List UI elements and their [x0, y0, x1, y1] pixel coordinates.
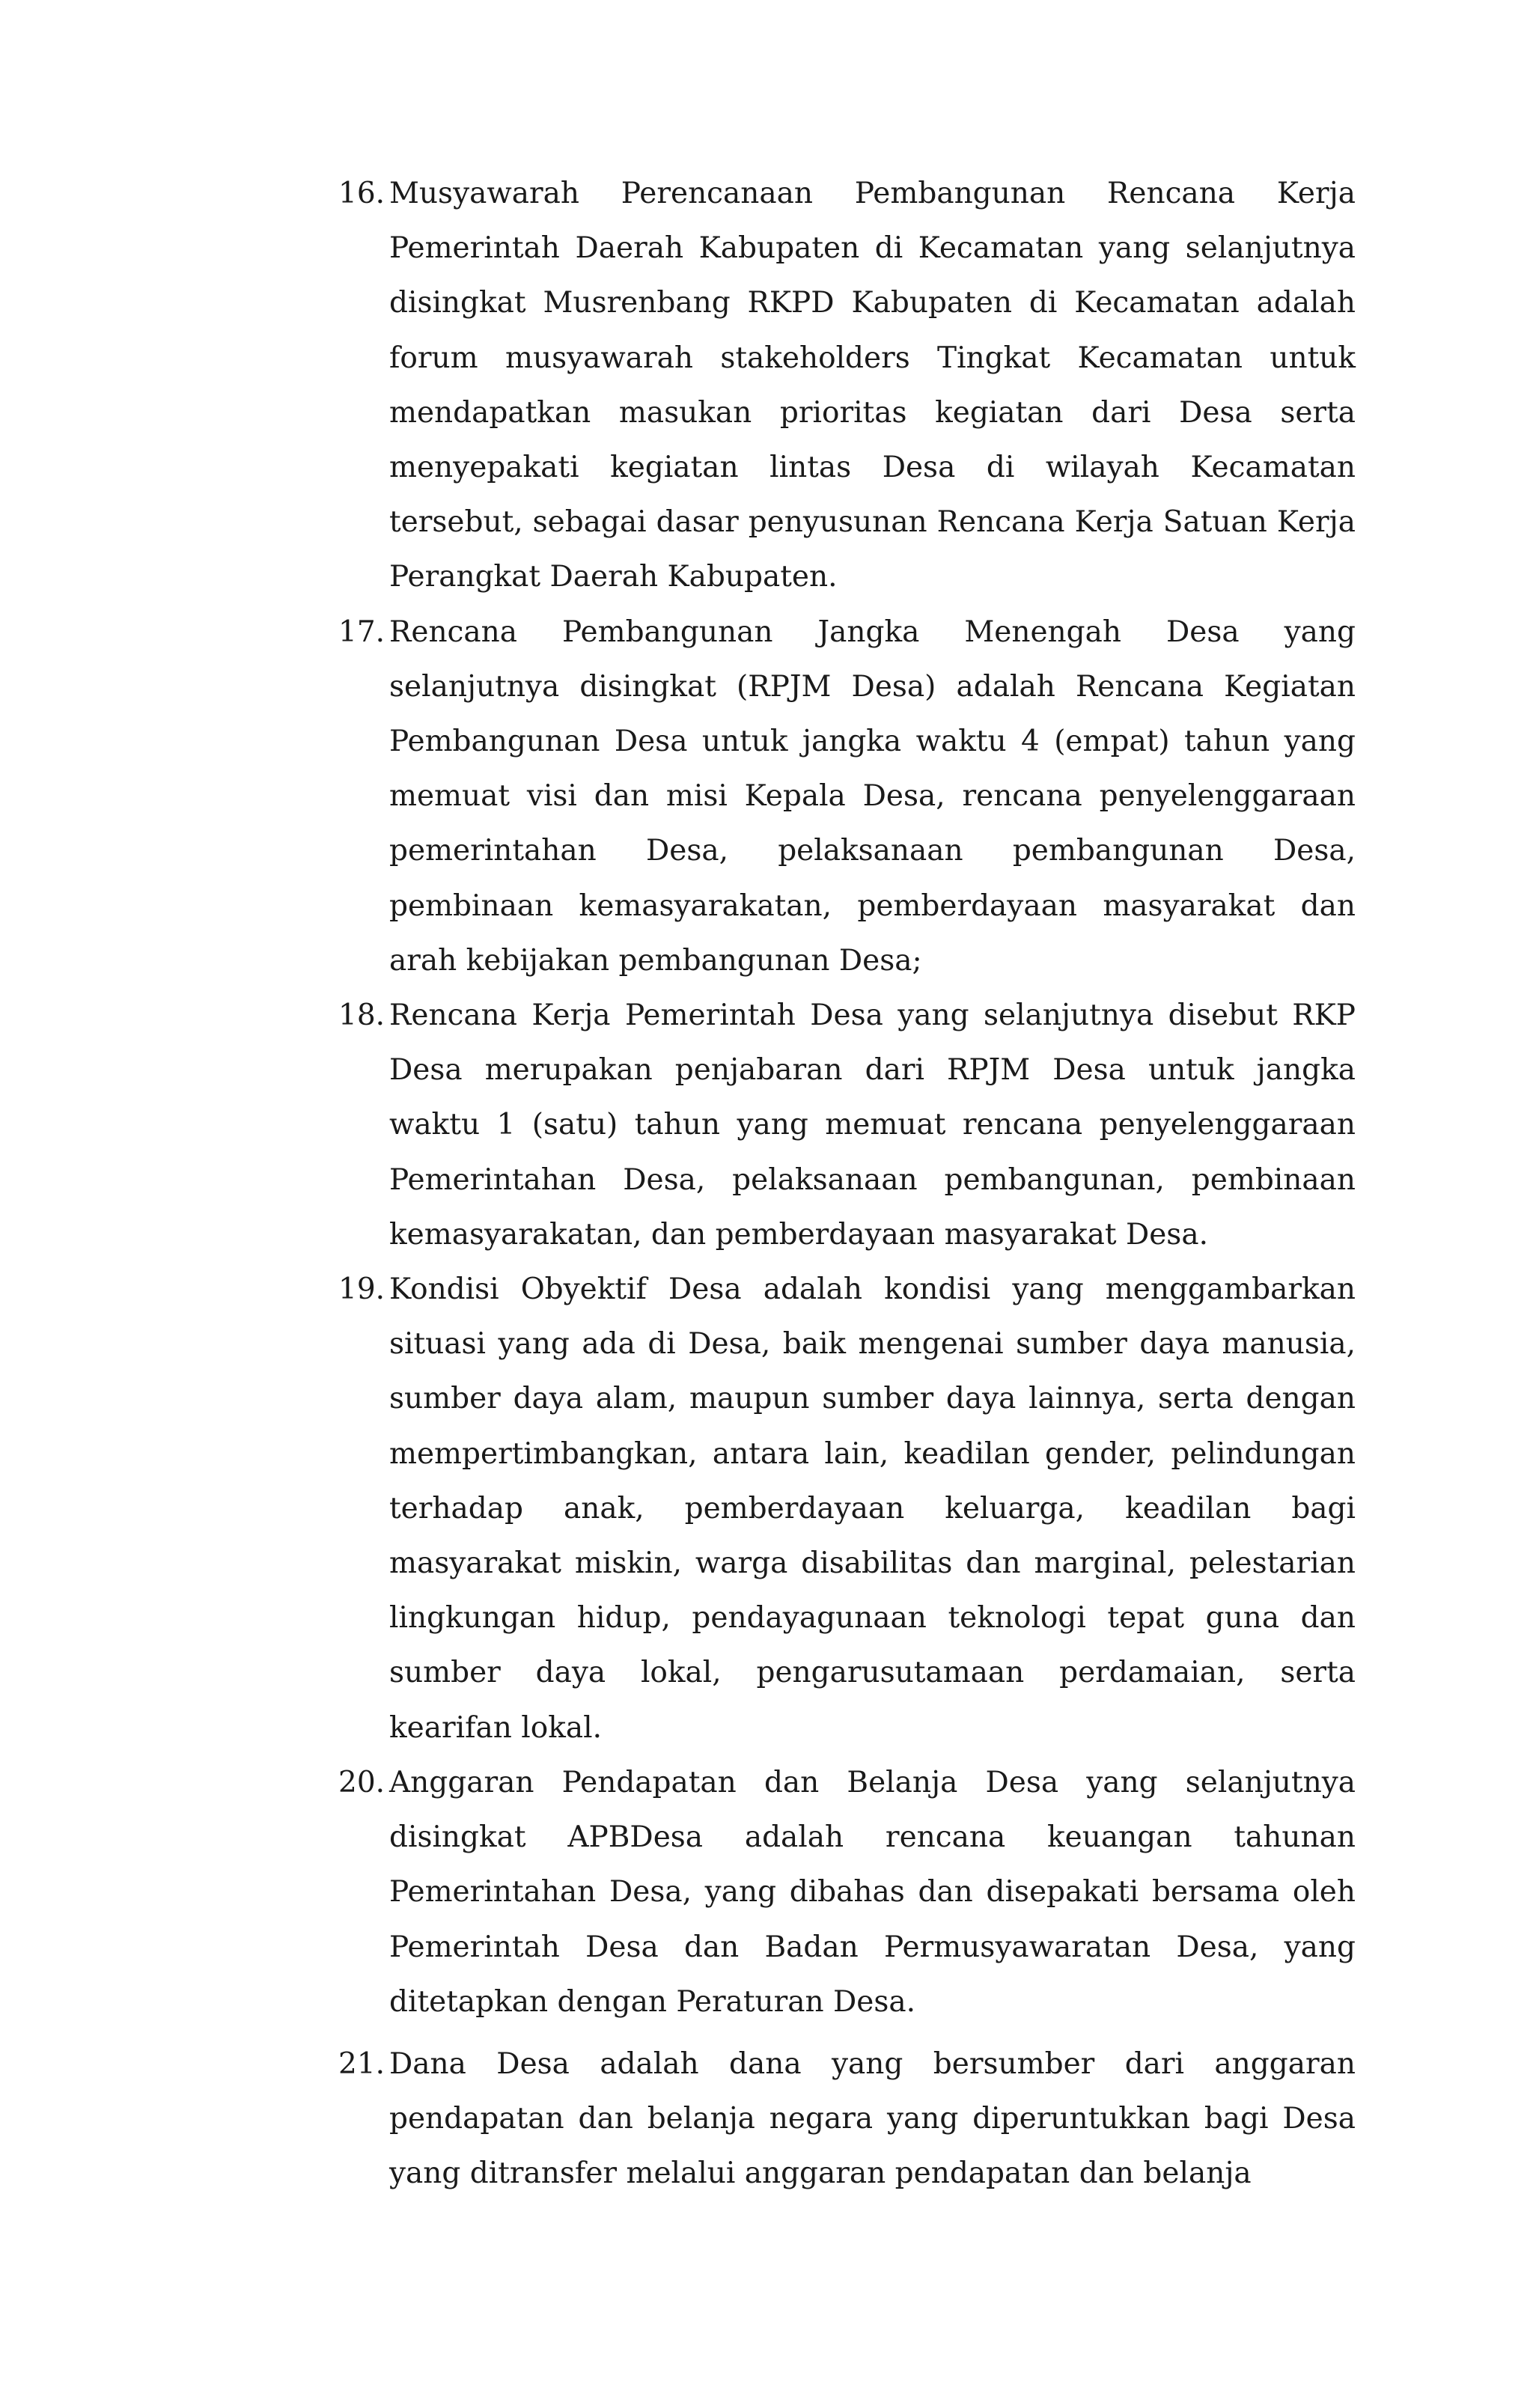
- item-number: 17.: [338, 615, 385, 649]
- item-number: 20.: [338, 1765, 385, 1799]
- item-text: Anggaran Pendapatan dan Belanja Desa yang selanjutnya disingkat APBDesa adalah rencana keuangan tahunan Pemerintahan Desa, yang dibahas dan disepakati bersama oleh Pemerintah Desa dan Badan Permusyawaratan Desa, yang ditetapkan dengan Peraturan Desa.: [389, 1765, 1356, 2019]
- definition-item-17: [338, 605, 1356, 988]
- item-text: Kondisi Obyektif Desa adalah kondisi yang menggambarkan situasi yang ada di Desa, baik mengenai sumber daya manusia, sumber daya alam, maupun sumber daya lainnya, serta dengan mempertimbangkan, antara lain, keadilan gender, pelindungan terhadap anak, pemberdayaan keluarga, keadilan bagi masyarakat miskin, warga disabilitas dan marginal, pelestarian lingkungan hidup, pendayagunaan teknologi tepat guna dan sumber daya lokal, pengarusutamaan perdamaian, serta kearifan lokal.: [389, 1272, 1356, 1745]
- item-number: 19.: [338, 1272, 385, 1307]
- item-number: 18.: [338, 999, 385, 1033]
- item-number: 21.: [338, 2046, 385, 2081]
- definition-item-18: [338, 988, 1356, 1262]
- definition-item-21: [338, 2037, 1356, 2201]
- item-number: 16.: [338, 177, 385, 210]
- definition-item-20: [338, 1755, 1356, 2029]
- item-text: Musyawarah Perencanaan Pembangunan Rencana Kerja Pemerintah Daerah Kabupaten di Kecamatan yang selanjutnya disingkat Musrenbang RKPD Kabupaten di Kecamatan adalah forum musyawarah stakeholders Tingkat Kecamatan untuk mendapatkan masukan prioritas kegiatan dari Desa serta menyepakati kegiatan lintas Desa di wilayah Kecamatan tersebut, sebagai dasar penyusunan Rencana Kerja Satuan Kerja Perangkat Daerah Kabupaten.: [389, 177, 1356, 594]
- item-text: Rencana Pembangunan Jangka Menengah Desa yang selanjutnya disingkat (RPJM Desa) adalah Rencana Kegiatan Pembangunan Desa untuk jangka waktu 4 (empat) tahun yang memuat visi dan misi Kepala Desa, rencana penyelenggaraan pemerintahan Desa, pelaksanaan pembangunan Desa, pembinaan kemasyarakatan, pemberdayaan masyarakat dan arah kebijakan pembangunan Desa;: [389, 615, 1356, 978]
- item-text: Dana Desa adalah dana yang bersumber dari anggaran pendapatan dan belanja negara yang diperuntukkan bagi Desa yang ditransfer melalui anggaran pendapatan dan belanja: [389, 2046, 1356, 2191]
- item-text: Rencana Kerja Pemerintah Desa yang selanjutnya disebut RKP Desa merupakan penjabaran dari RPJM Desa untuk jangka waktu 1 (satu) tahun yang memuat rencana penyelenggaraan Pemerintahan Desa, pelaksanaan pembangunan, pembinaan kemasyarakatan, dan pemberdayaan masyarakat Desa.: [389, 999, 1356, 1252]
- definition-item-19: [338, 1262, 1356, 1755]
- definition-list: [338, 166, 1356, 2201]
- definition-item-16: [338, 166, 1356, 605]
